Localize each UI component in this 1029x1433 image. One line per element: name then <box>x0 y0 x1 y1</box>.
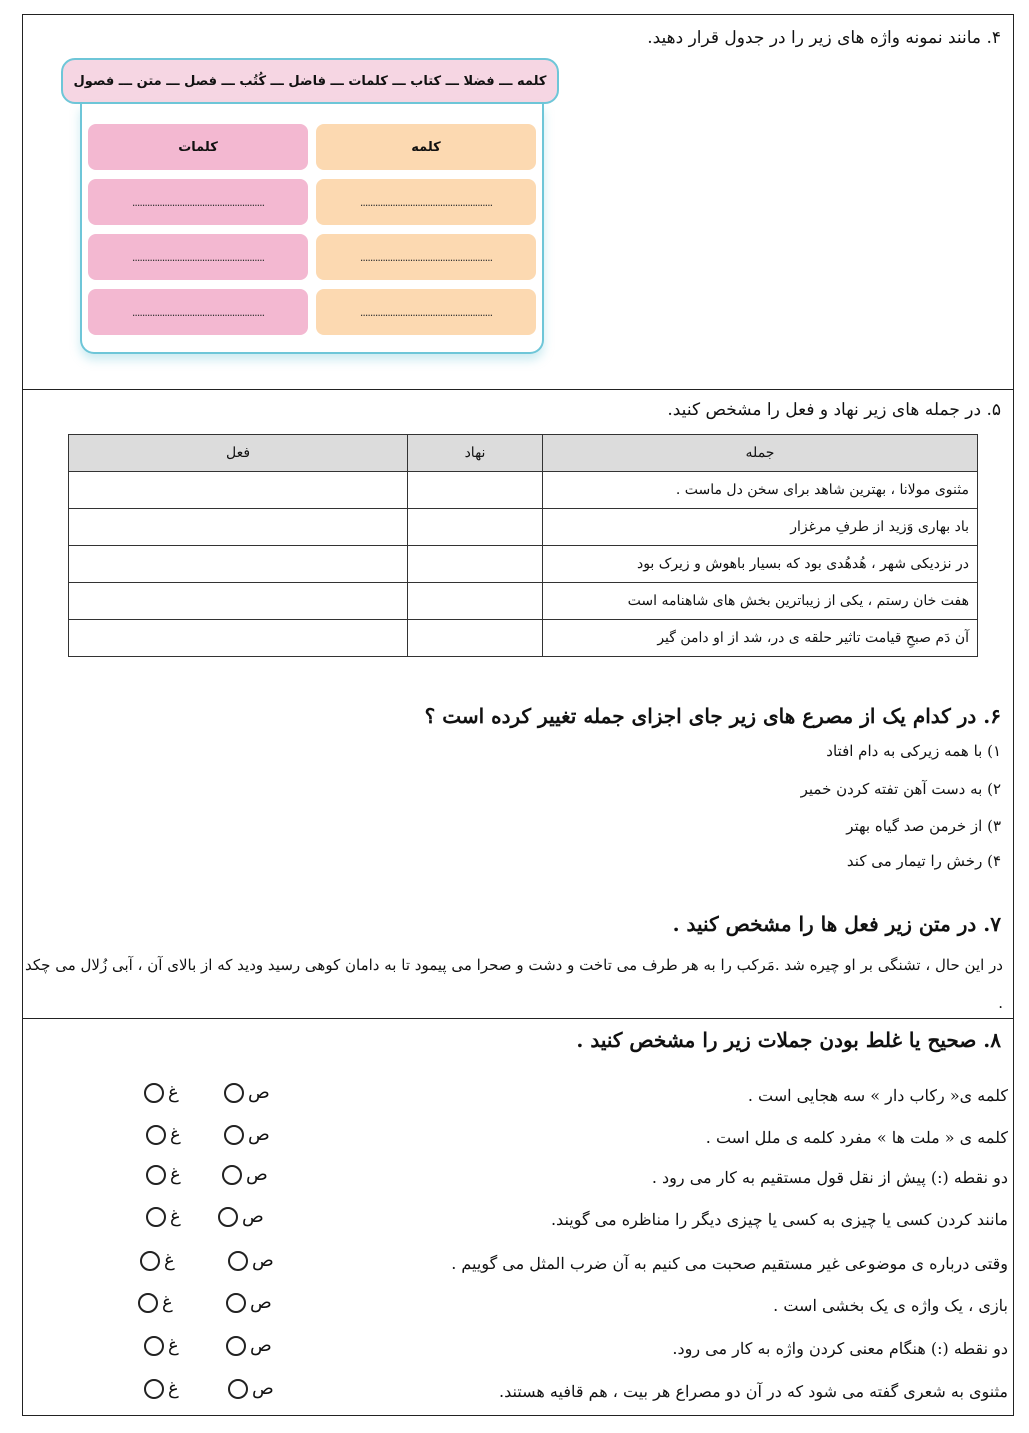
true-radio[interactable] <box>226 1293 246 1313</box>
false-label: غ <box>168 1082 179 1103</box>
true-option[interactable] <box>224 1124 270 1145</box>
true-radio[interactable] <box>226 1336 246 1356</box>
true-label: ص <box>252 1378 274 1399</box>
col-verb: فعل <box>69 435 408 472</box>
plural-blank-3[interactable]: ..................................................... <box>88 289 308 335</box>
statement: کلمه ی « ملت ها » مفرد کلمه ی ملل است . <box>705 1128 1008 1147</box>
plural-blank-2[interactable]: ..................................................... <box>88 234 308 280</box>
false-label: غ <box>170 1206 181 1227</box>
false-option[interactable] <box>144 1082 179 1103</box>
false-option[interactable] <box>144 1335 179 1356</box>
false-label: غ <box>170 1124 181 1145</box>
false-option[interactable] <box>146 1206 181 1227</box>
true-label: ص <box>242 1206 264 1227</box>
statement: دو نقطه (:) پیش از نقل قول مستقیم به کار می رود . <box>651 1168 1008 1187</box>
false-radio[interactable] <box>144 1379 164 1399</box>
false-radio[interactable] <box>146 1165 166 1185</box>
false-label: غ <box>168 1378 179 1399</box>
statement: بازی ، یک واژه ی یک بخشی است . <box>773 1296 1008 1315</box>
false-radio[interactable] <box>138 1293 158 1313</box>
q6-option-1[interactable]: ۱) با همه زیرکی به دام افتاد <box>826 742 1001 760</box>
header-singular: کلمه <box>316 124 536 170</box>
true-label: ص <box>248 1124 270 1145</box>
false-radio[interactable] <box>146 1207 166 1227</box>
tf-row <box>22 1204 1014 1238</box>
col-sentence: جمله <box>543 435 978 472</box>
word-table-board <box>80 104 544 354</box>
true-option[interactable] <box>228 1250 274 1271</box>
false-radio[interactable] <box>144 1336 164 1356</box>
verb-answer[interactable] <box>69 509 408 546</box>
q7-title: ۷. در متن زیر فعل ها را مشخص کنید . <box>672 912 1001 936</box>
tf-row <box>22 1333 1014 1367</box>
subject-answer[interactable] <box>408 472 543 509</box>
tf-row <box>22 1248 1014 1282</box>
q6-option-3[interactable]: ۳) از خرمن صد گیاه بهتر <box>846 817 1001 835</box>
subject-answer[interactable] <box>408 620 543 657</box>
singular-blank-2[interactable]: ..................................................... <box>316 234 536 280</box>
plural-blank-1[interactable]: ..................................................... <box>88 179 308 225</box>
sentence-cell: آن دَم صبحِ قیامت تاثیر حلقه ی در، شد از او دامن گیر <box>543 620 978 657</box>
verb-answer[interactable] <box>69 583 408 620</box>
true-label: ص <box>248 1082 270 1103</box>
true-radio[interactable] <box>218 1207 238 1227</box>
true-radio[interactable] <box>228 1379 248 1399</box>
word-bank-banner <box>61 58 559 104</box>
true-option[interactable] <box>226 1335 272 1356</box>
statement: دو نقطه (:) هنگام معنی کردن واژه به کار می رود. <box>672 1339 1008 1358</box>
table-row <box>69 546 978 583</box>
table-row <box>69 620 978 657</box>
true-radio[interactable] <box>224 1083 244 1103</box>
statement: مانند کردن کسی یا چیزی به کسی یا چیزی دیگر را مناظره می گویند. <box>550 1210 1008 1229</box>
table-row <box>69 472 978 509</box>
subject-verb-table <box>68 434 978 657</box>
true-label: ص <box>246 1164 268 1185</box>
true-option[interactable] <box>226 1292 272 1313</box>
q6-option-2[interactable]: ۲) به دست آهن تفته کردن خمیر <box>800 780 1001 798</box>
false-radio[interactable] <box>144 1083 164 1103</box>
true-radio[interactable] <box>224 1125 244 1145</box>
singular-blank-1[interactable]: ..................................................... <box>316 179 536 225</box>
true-option[interactable] <box>228 1378 274 1399</box>
sentence-cell: مثنوی مولانا ، بهترین شاهد برای سخن دل ماست . <box>543 472 978 509</box>
false-label: غ <box>164 1250 175 1271</box>
false-option[interactable] <box>146 1124 181 1145</box>
false-label: غ <box>170 1164 181 1185</box>
tf-row <box>22 1290 1014 1324</box>
false-option[interactable] <box>144 1378 179 1399</box>
subject-answer[interactable] <box>408 509 543 546</box>
true-radio[interactable] <box>222 1165 242 1185</box>
true-label: ص <box>252 1250 274 1271</box>
false-option[interactable] <box>140 1250 175 1271</box>
statement: وقتی درباره ی موضوعی غیر مستقیم صحبت می کنیم به آن ضرب المثل می گوییم . <box>451 1254 1008 1273</box>
tf-row <box>22 1162 1014 1196</box>
true-option[interactable] <box>224 1082 270 1103</box>
false-label: غ <box>168 1335 179 1356</box>
true-label: ص <box>250 1335 272 1356</box>
false-option[interactable] <box>138 1292 173 1313</box>
divider <box>22 1018 1014 1019</box>
singular-blank-3[interactable]: ..................................................... <box>316 289 536 335</box>
false-radio[interactable] <box>140 1251 160 1271</box>
sentence-cell: در نزدیکی شهر ، هُدهُدی بود که بسیار باهوش و زیرک بود <box>543 546 978 583</box>
true-option[interactable] <box>218 1206 264 1227</box>
header-plural: کلمات <box>88 124 308 170</box>
table-row <box>69 509 978 546</box>
statement: مثنوی به شعری گفته می شود که در آن دو مصراع هر بیت ، هم قافیه هستند. <box>498 1382 1008 1401</box>
subject-answer[interactable] <box>408 546 543 583</box>
verb-answer[interactable] <box>69 620 408 657</box>
table-row <box>69 583 978 620</box>
sentence-cell: باد بهاری وَزید از طرفِ مرغزار <box>543 509 978 546</box>
verb-answer[interactable] <box>69 472 408 509</box>
q4-title: ۴. مانند نمونه واژه های زیر را در جدول قرار دهید. <box>647 28 1001 48</box>
statement: کلمه ی« رکاب دار » سه هجایی است . <box>747 1086 1008 1105</box>
q5-title: ۵. در جمله های زیر نهاد و فعل را مشخص کنید. <box>667 400 1001 420</box>
true-radio[interactable] <box>228 1251 248 1271</box>
divider <box>22 389 1014 390</box>
q7-text: در این حال ، تشنگی بر او چیره شد .مَرکب را به هر طرف می تاخت و دشت و صحرا می پیمود تا به دامان کوهی رسید ودید که از بالای آن ، آبی زُلال می چکد . <box>25 956 1003 1012</box>
q6-title: ۶. در کدام یک از مصرع های زیر جای اجزای جمله تغییر کرده است ؟ <box>424 704 1001 728</box>
true-label: ص <box>250 1292 272 1313</box>
false-radio[interactable] <box>146 1125 166 1145</box>
true-option[interactable] <box>222 1164 268 1185</box>
subject-answer[interactable] <box>408 583 543 620</box>
q6-option-4[interactable]: ۴) رخش را تیمار می کند <box>846 852 1001 870</box>
false-option[interactable] <box>146 1164 181 1185</box>
verb-answer[interactable] <box>69 546 408 583</box>
sentence-cell: هفت خان رستم ، یکی از زیباترین بخش های شاهنامه است <box>543 583 978 620</box>
false-label: غ <box>162 1292 173 1313</box>
tf-row <box>22 1080 1014 1114</box>
tf-row <box>22 1376 1014 1410</box>
tf-row <box>22 1122 1014 1156</box>
word-bank: کلمه ـــ فضلا ـــ کتاب ـــ کلمات ـــ فاضل ـــ کُتُب ـــ فصل ـــ متن ـــ فصول <box>73 73 547 89</box>
q8-title: ۸. صحیح یا غلط بودن جملات زیر را مشخص کنید . <box>576 1028 1001 1052</box>
col-subject: نهاد <box>408 435 543 472</box>
